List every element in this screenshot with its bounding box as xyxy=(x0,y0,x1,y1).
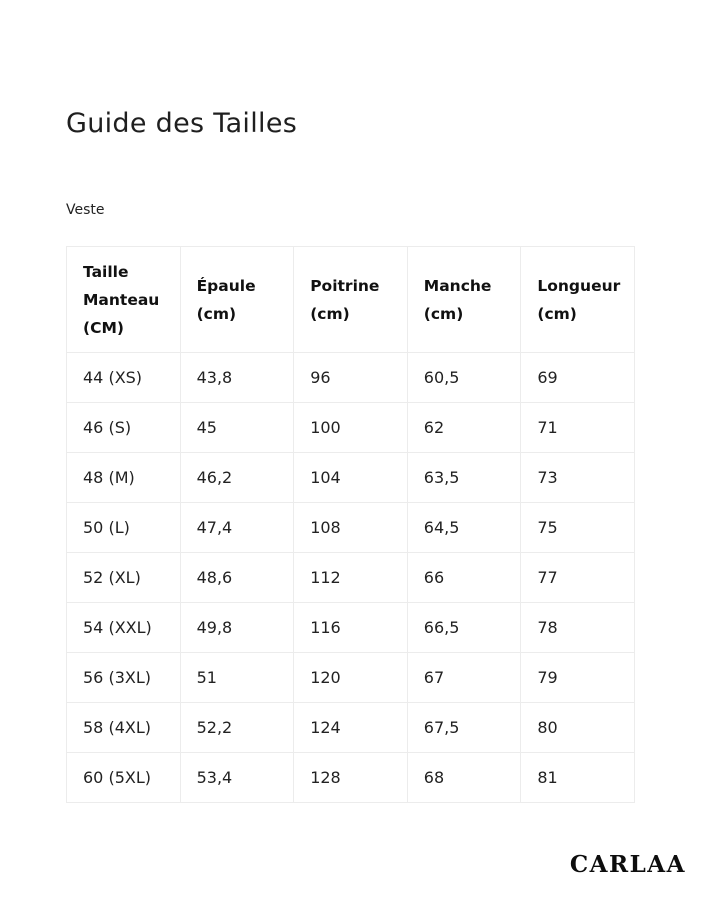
table-header-row xyxy=(67,247,635,353)
cell-sleeve: 63,5 xyxy=(407,453,521,503)
cell-length: 73 xyxy=(521,453,635,503)
table-row xyxy=(67,353,635,403)
header-size: Taille Manteau (CM) xyxy=(67,247,181,353)
page-title: Guide des Tailles xyxy=(66,108,298,139)
cell-chest: 116 xyxy=(294,603,408,653)
header-sleeve: Manche (cm) xyxy=(407,247,521,353)
table-row xyxy=(67,553,635,603)
size-table xyxy=(66,246,635,803)
cell-shoulder: 43,8 xyxy=(180,353,294,403)
cell-chest: 104 xyxy=(294,453,408,503)
cell-size: 60 (5XL) xyxy=(67,753,181,803)
section-label: Veste xyxy=(66,202,105,218)
cell-length: 77 xyxy=(521,553,635,603)
cell-length: 81 xyxy=(521,753,635,803)
cell-shoulder: 49,8 xyxy=(180,603,294,653)
cell-shoulder: 52,2 xyxy=(180,703,294,753)
cell-size: 56 (3XL) xyxy=(67,653,181,703)
header-length: Longueur (cm) xyxy=(521,247,635,353)
cell-sleeve: 66 xyxy=(407,553,521,603)
table-row xyxy=(67,403,635,453)
cell-shoulder: 46,2 xyxy=(180,453,294,503)
cell-chest: 120 xyxy=(294,653,408,703)
cell-sleeve: 66,5 xyxy=(407,603,521,653)
cell-shoulder: 47,4 xyxy=(180,503,294,553)
cell-chest: 96 xyxy=(294,353,408,403)
table-row xyxy=(67,603,635,653)
cell-size: 48 (M) xyxy=(67,453,181,503)
cell-chest: 108 xyxy=(294,503,408,553)
cell-sleeve: 64,5 xyxy=(407,503,521,553)
cell-size: 52 (XL) xyxy=(67,553,181,603)
header-chest: Poitrine (cm) xyxy=(294,247,408,353)
cell-sleeve: 60,5 xyxy=(407,353,521,403)
cell-length: 80 xyxy=(521,703,635,753)
table-row xyxy=(67,503,635,553)
cell-shoulder: 53,4 xyxy=(180,753,294,803)
cell-size: 54 (XXL) xyxy=(67,603,181,653)
header-shoulder: Épaule (cm) xyxy=(180,247,294,353)
table-row xyxy=(67,653,635,703)
cell-length: 75 xyxy=(521,503,635,553)
cell-chest: 128 xyxy=(294,753,408,803)
cell-size: 44 (XS) xyxy=(67,353,181,403)
table-row xyxy=(67,753,635,803)
brand-logo: CARLAA xyxy=(569,851,686,878)
cell-size: 58 (4XL) xyxy=(67,703,181,753)
cell-shoulder: 45 xyxy=(180,403,294,453)
cell-length: 79 xyxy=(521,653,635,703)
cell-size: 50 (L) xyxy=(67,503,181,553)
cell-chest: 112 xyxy=(294,553,408,603)
cell-shoulder: 51 xyxy=(180,653,294,703)
cell-length: 69 xyxy=(521,353,635,403)
cell-length: 71 xyxy=(521,403,635,453)
table-row xyxy=(67,453,635,503)
table-row xyxy=(67,703,635,753)
cell-sleeve: 62 xyxy=(407,403,521,453)
cell-sleeve: 67 xyxy=(407,653,521,703)
cell-size: 46 (S) xyxy=(67,403,181,453)
cell-sleeve: 68 xyxy=(407,753,521,803)
cell-shoulder: 48,6 xyxy=(180,553,294,603)
cell-chest: 100 xyxy=(294,403,408,453)
cell-chest: 124 xyxy=(294,703,408,753)
cell-sleeve: 67,5 xyxy=(407,703,521,753)
cell-length: 78 xyxy=(521,603,635,653)
